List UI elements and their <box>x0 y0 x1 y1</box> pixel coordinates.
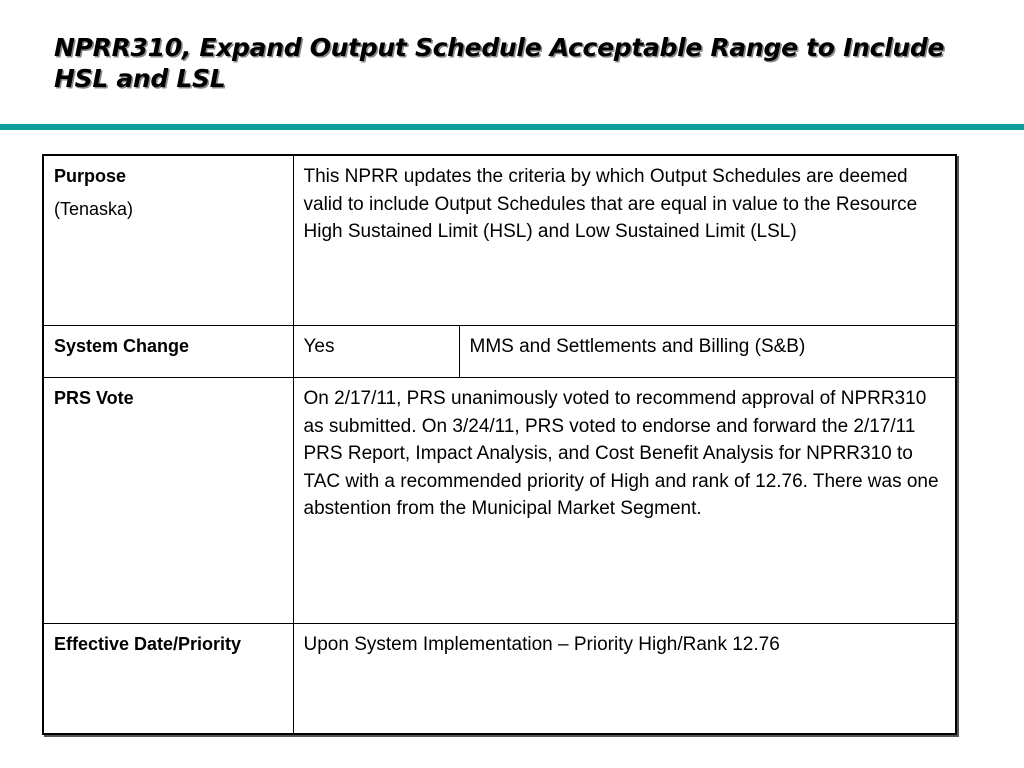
system-change-systems: MMS and Settlements and Billing (S&B) <box>459 326 956 378</box>
purpose-label: Purpose <box>54 166 127 186</box>
effective-date-value: Upon System Implementation – Priority High/Rank 12.76 <box>293 624 956 735</box>
prs-vote-value: On 2/17/11, PRS unanimously voted to recommend approval of NPRR310 as submitted. On 3/24/11, PRS voted to endorse and forward the 2/17/11 PRS Report, Impact Analysis, and Cost Benefit Analysis for NPRR310 to TAC with a recommended priority of High and rank of 12.76. There was one abstention from the Municipal Market Segment. <box>293 378 956 624</box>
purpose-label-cell <box>43 155 293 326</box>
prs-vote-label: PRS Vote <box>43 378 293 624</box>
effective-date-label: Effective Date/Priority <box>43 624 293 735</box>
system-change-label: System Change <box>43 326 293 378</box>
slide-title: NPRR310, Expand Output Schedule Acceptable Range to Include HSL and LSL <box>54 33 945 93</box>
table-row-purpose <box>43 155 956 326</box>
nprr-info-table <box>42 154 957 735</box>
purpose-value: This NPRR updates the criteria by which Output Schedules are deemed valid to include Output Schedules that are equal in value to the Resource High Sustained Limit (HSL) and Low Sustained Limit (LSL) <box>293 155 956 326</box>
purpose-sponsor: (Tenaska) <box>54 198 134 219</box>
table-row-prs-vote <box>43 378 956 624</box>
system-change-value: Yes <box>293 326 459 378</box>
table-row-system-change <box>43 326 956 378</box>
title-divider <box>0 124 1024 130</box>
table-row-effective-date <box>43 624 956 735</box>
